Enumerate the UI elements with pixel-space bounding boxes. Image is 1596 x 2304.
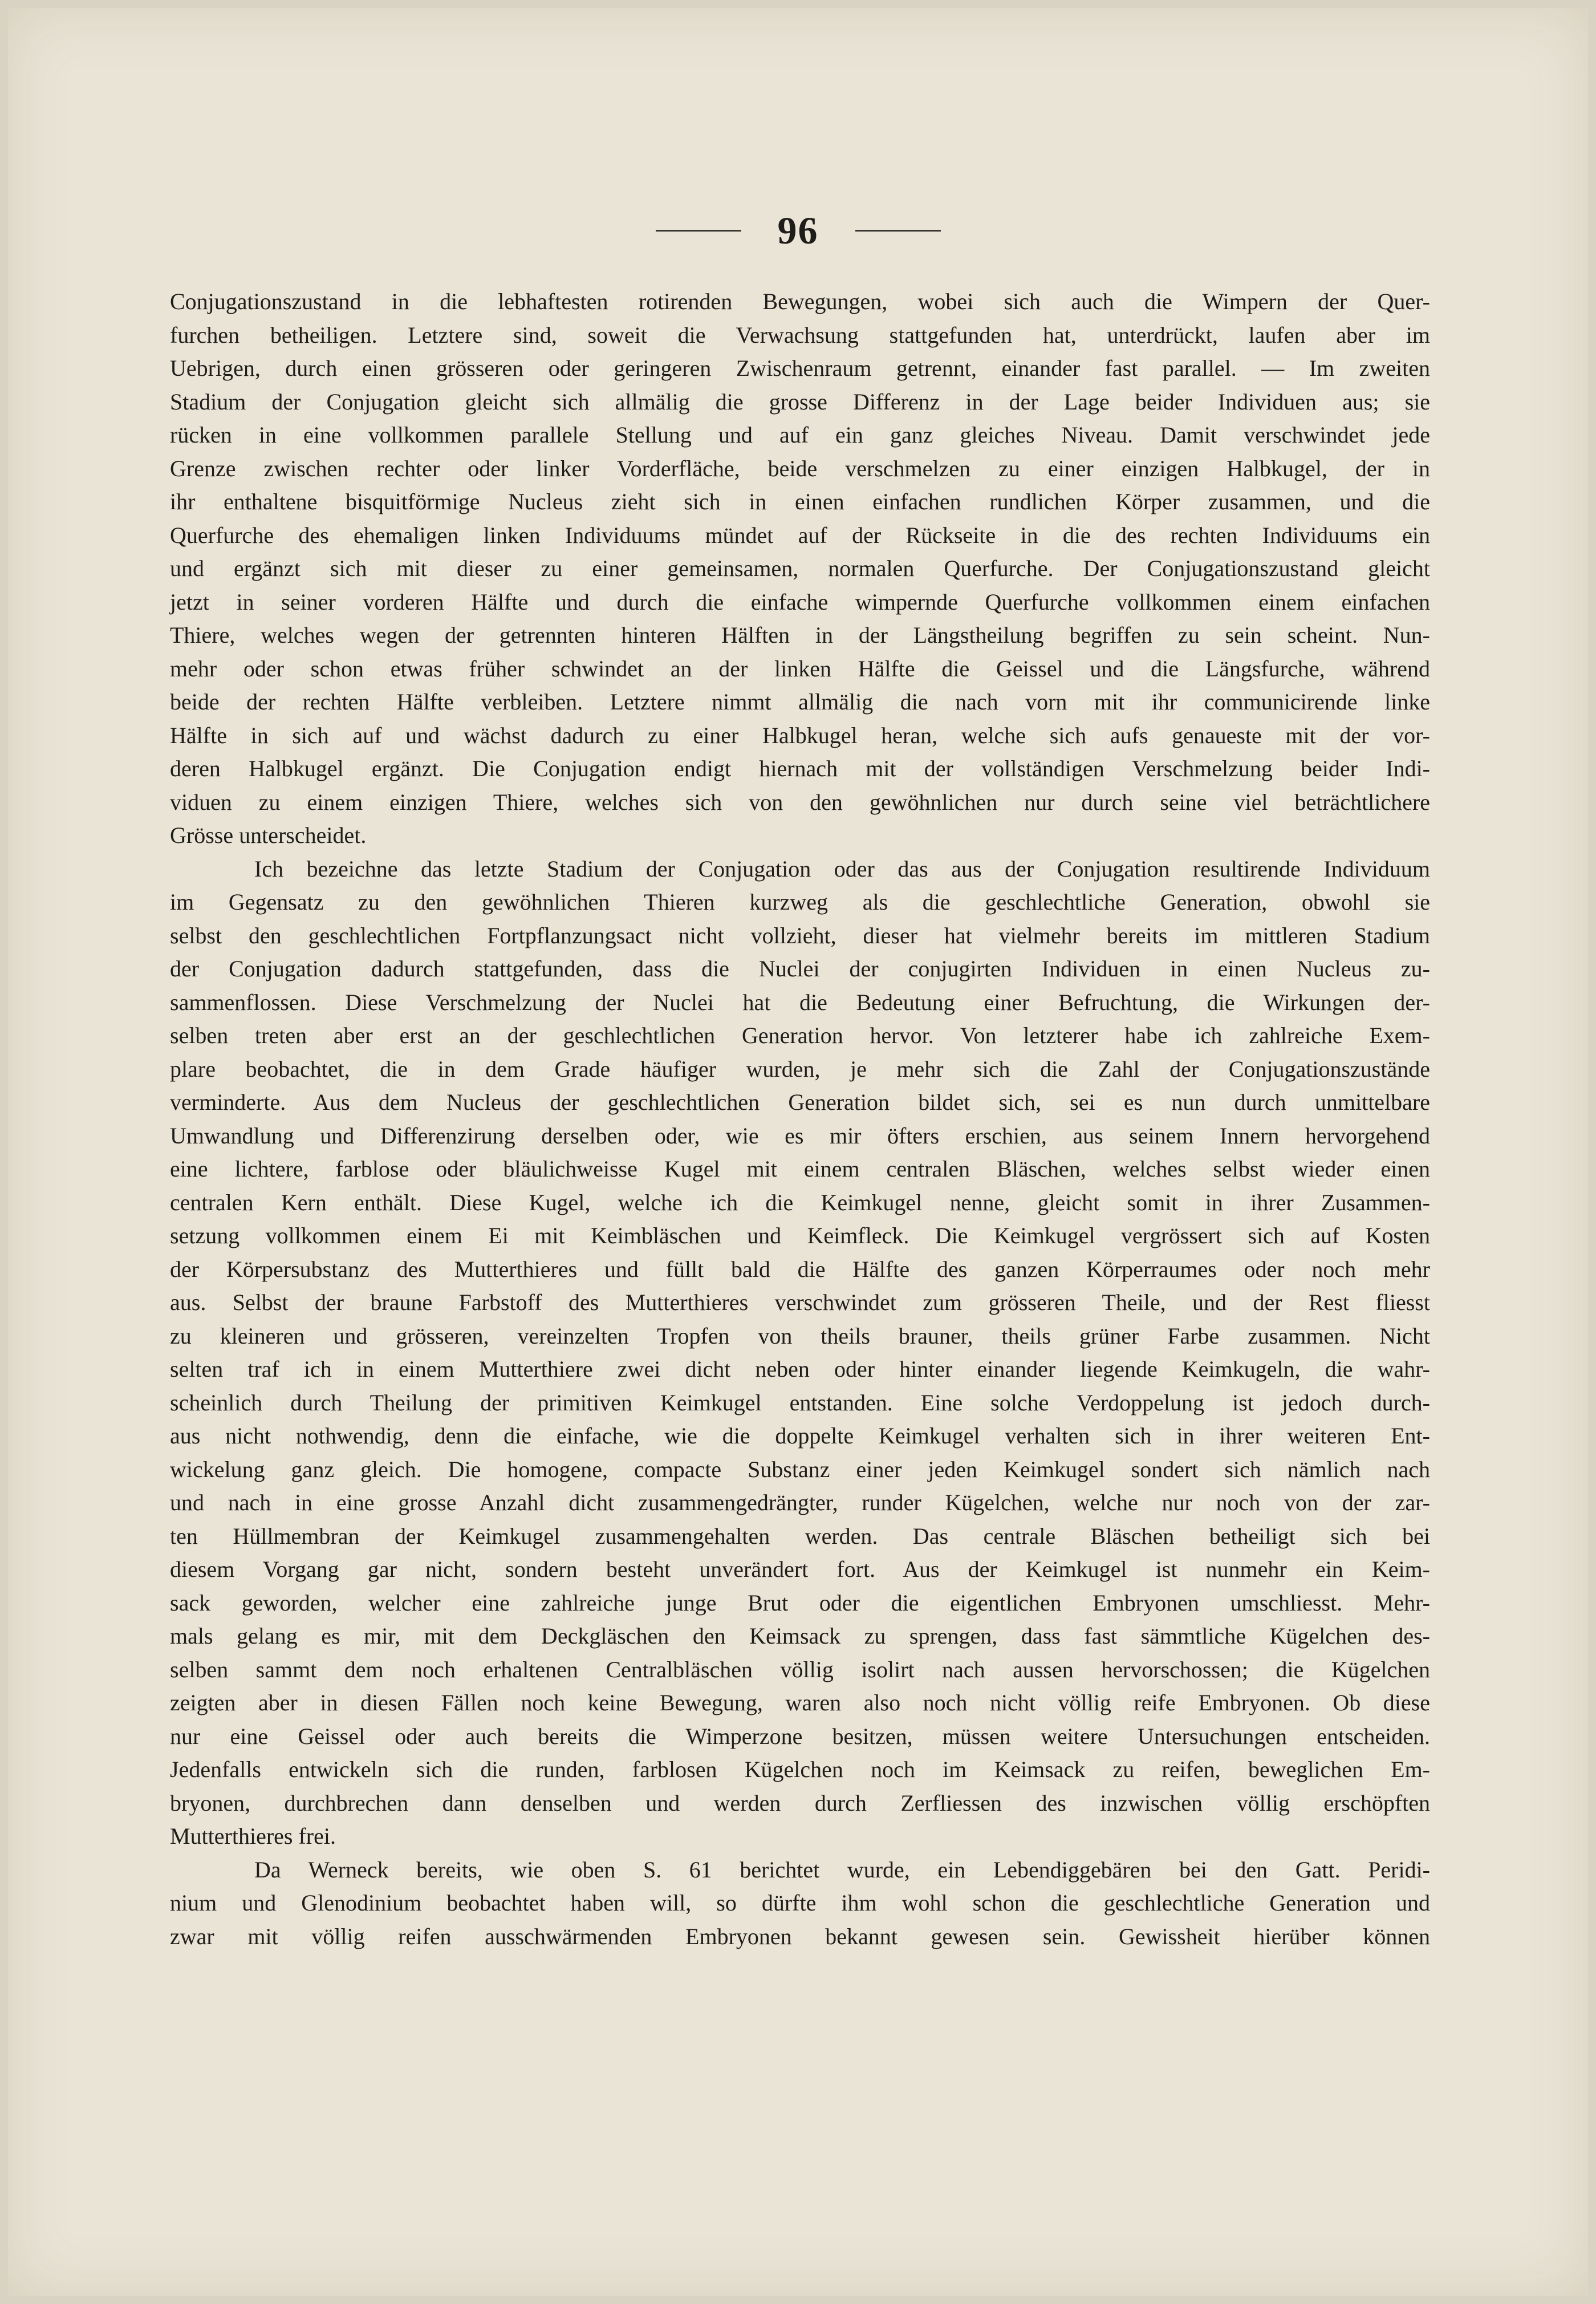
text-line: der Körpersubstanz des Mutterthieres und füllt bald die Hälfte des ganzen Körperraumes oder noch mehr bbox=[170, 1256, 1430, 1282]
text-line: Jedenfalls entwickeln sich die runden, farblosen Kügelchen noch im Keimsack zu reifen, beweglichen Em- bbox=[170, 1757, 1430, 1782]
text-line: verminderte. Aus dem Nucleus der geschlechtlichen Generation bildet sich, sei es nun durch unmittelbare bbox=[170, 1089, 1430, 1115]
text-line: selben treten aber erst an der geschlechtlichen Generation hervor. Von letzterer habe ich zahlreiche Exem- bbox=[170, 1023, 1430, 1048]
text-line: selten traf ich in einem Mutterthiere zwei dicht neben oder hinter einander liegende Keimkugeln, die wahr- bbox=[170, 1356, 1430, 1382]
text-line: Uebrigen, durch einen grösseren oder geringeren Zwischenraum getrennt, einander fast parallel. — Im zweiten bbox=[170, 355, 1430, 381]
text-line: deren Halbkugel ergänzt. Die Conjugation endigt hiernach mit der vollständigen Verschmelzung beider Indi- bbox=[170, 756, 1430, 781]
text-line: sack geworden, welcher eine zahlreiche junge Brut oder die eigentlichen Embryonen umschliesst. Mehr- bbox=[170, 1589, 1430, 1616]
text-line: selben sammt dem noch erhaltenen Centralbläschen völlig isolirt nach aussen hervorschossen; die Kügelchen bbox=[170, 1656, 1430, 1682]
text-line: beide der rechten Hälfte verbleiben. Letztere nimmt allmälig die nach vorn mit ihr communicirende linke bbox=[170, 689, 1430, 715]
text-line: centralen Kern enthält. Diese Kugel, welche ich die Keimkugel nenne, gleicht somit in ihrer Zusammen- bbox=[170, 1189, 1430, 1215]
text-line: rücken in eine vollkommen parallele Stellung und auf ein ganz gleiches Niveau. Damit verschwindet jede bbox=[170, 422, 1430, 448]
text-line: sammenflossen. Diese Verschmelzung der Nuclei hat die Bedeutung einer Befruchtung, die Wirkungen der- bbox=[170, 989, 1430, 1015]
text-line: Umwandlung und Differenzirung derselben oder, wie es mir öfters erschien, aus seinem Innern hervorgehend bbox=[170, 1122, 1430, 1149]
text-line: jetzt in seiner vorderen Hälfte und durch die einfache wimpernde Querfurche vollkommen einem einfachen bbox=[170, 589, 1430, 615]
text-line: mehr oder schon etwas früher schwindet an der linken Hälfte die Geissel und die Längsfurche, während bbox=[170, 655, 1430, 682]
text-line: Mutterthieres frei. bbox=[170, 1823, 336, 1849]
text-line: zwar mit völlig reifen ausschwärmenden Embryonen bekannt gewesen sein. Gewissheit hierüber können bbox=[170, 1923, 1430, 1949]
text-line: furchen betheiligen. Letztere sind, soweit die Verwachsung stattgefunden hat, unterdrückt, laufen aber im bbox=[170, 322, 1430, 348]
text-line: Querfurche des ehemaligen linken Individuums mündet auf der Rückseite in die des rechten Individuums ein bbox=[170, 522, 1430, 548]
text-line: Hälfte in sich auf und wächst dadurch zu einer Halbkugel heran, welche sich aufs genaueste mit der vor- bbox=[170, 722, 1430, 748]
text-line: mals gelang es mir, mit dem Deckgläschen den Keimsack zu sprengen, dass fast sämmtliche Kügelchen des- bbox=[170, 1623, 1430, 1649]
text-line: selbst den geschlechtlichen Fortpflanzungsact nicht vollzieht, dieser hat vielmehr bereits im mittleren Stadium bbox=[170, 922, 1430, 948]
text-line: Thiere, welches wegen der getrennten hinteren Hälften in der Längstheilung begriffen zu sein scheint. Nun- bbox=[170, 622, 1430, 648]
header-rule-right bbox=[855, 230, 941, 232]
text-line: viduen zu einem einzigen Thiere, welches sich von den gewöhnlichen nur durch seine viel beträchtlichere bbox=[170, 789, 1430, 815]
text-line: aus. Selbst der braune Farbstoff des Mutterthieres verschwindet zum grösseren Theile, und der Rest fliesst bbox=[170, 1289, 1430, 1315]
text-line: ten Hüllmembran der Keimkugel zusammengehalten werden. Das centrale Bläschen betheiligt sich bei bbox=[170, 1523, 1430, 1549]
text-line: diesem Vorgang gar nicht, sondern besteht unverändert fort. Aus der Keimkugel ist nunmehr ein Keim- bbox=[170, 1556, 1430, 1582]
text-line: zu kleineren und grösseren, vereinzelten Tropfen von theils brauner, theils grüner Farbe zusammen. Nicht bbox=[170, 1323, 1430, 1349]
text-line: Grenze zwischen rechter oder linker Vorderfläche, beide verschmelzen zu einer einzigen Halbkugel, der in bbox=[170, 455, 1430, 481]
paragraph-start: Da Werneck bereits, wie oben S. 61 berichtet wurde, ein Lebendiggebären bei den Gatt. Peridi- bbox=[254, 1856, 1430, 1883]
text-line: bryonen, durchbrechen dann denselben und werden durch Zerfliessen des inzwischen völlig erschöpften bbox=[170, 1790, 1430, 1816]
text-line: aus nicht nothwendig, denn die einfache, wie die doppelte Keimkugel verhalten sich in ihrer weiteren Ent- bbox=[170, 1423, 1430, 1449]
text-line: zeigten aber in diesen Fällen noch keine Bewegung, waren also noch nicht völlig reife Embryonen. Ob diese bbox=[170, 1690, 1430, 1715]
header-rule-left bbox=[656, 230, 741, 232]
page-header bbox=[0, 208, 1596, 265]
text-line: scheinlich durch Theilung der primitiven Keimkugel entstanden. Eine solche Verdoppelung ist jedoch durch- bbox=[170, 1389, 1430, 1415]
paragraph-start: Ich bezeichne das letzte Stadium der Conjugation oder das aus der Conjugation resultirende Individuum bbox=[254, 855, 1430, 882]
body-text bbox=[170, 285, 1430, 1953]
text-line: Stadium der Conjugation gleicht sich allmälig die grosse Differenz in der Lage beider Individuen aus; sie bbox=[170, 388, 1430, 415]
text-line: plare beobachtet, die in dem Grade häufiger wurden, je mehr sich die Zahl der Conjugationszustände bbox=[170, 1056, 1430, 1082]
text-line: eine lichtere, farblose oder bläulichweisse Kugel mit einem centralen Bläschen, welches selbst wieder einen bbox=[170, 1156, 1430, 1182]
text-line: wickelung ganz gleich. Die homogene, compacte Substanz einer jeden Keimkugel sondert sich nämlich nach bbox=[170, 1456, 1430, 1482]
text-line: im Gegensatz zu den gewöhnlichen Thieren kurzweg als die geschlechtliche Generation, obwohl sie bbox=[170, 889, 1430, 915]
page-number: 96 bbox=[777, 209, 819, 252]
text-line: setzung vollkommen einem Ei mit Keimbläschen und Keimfleck. Die Keimkugel vergrössert sich auf Kosten bbox=[170, 1223, 1430, 1248]
text-line: nur eine Geissel oder auch bereits die Wimperzone besitzen, müssen weitere Untersuchungen entscheiden. bbox=[170, 1723, 1430, 1749]
text-line: Conjugationszustand in die lebhaftesten rotirenden Bewegungen, wobei sich auch die Wimpern der Quer- bbox=[170, 289, 1430, 314]
text-line: Grösse unterscheidet. bbox=[170, 822, 367, 848]
text-line: und nach in eine grosse Anzahl dicht zusammengedrängter, runder Kügelchen, welche nur noch von der zar- bbox=[170, 1490, 1430, 1515]
text-line: der Conjugation dadurch stattgefunden, dass die Nuclei der conjugirten Individuen in einen Nucleus zu- bbox=[170, 956, 1430, 981]
text-line: nium und Glenodinium beobachtet haben will, so dürfte ihm wohl schon die geschlechtliche Generation und bbox=[170, 1890, 1430, 1916]
text-line: ihr enthaltene bisquitförmige Nucleus zieht sich in einen einfachen rundlichen Körper zusammen, und die bbox=[170, 489, 1430, 514]
text-line: und ergänzt sich mit dieser zu einer gemeinsamen, normalen Querfurche. Der Conjugationszustand gleicht bbox=[170, 555, 1430, 581]
